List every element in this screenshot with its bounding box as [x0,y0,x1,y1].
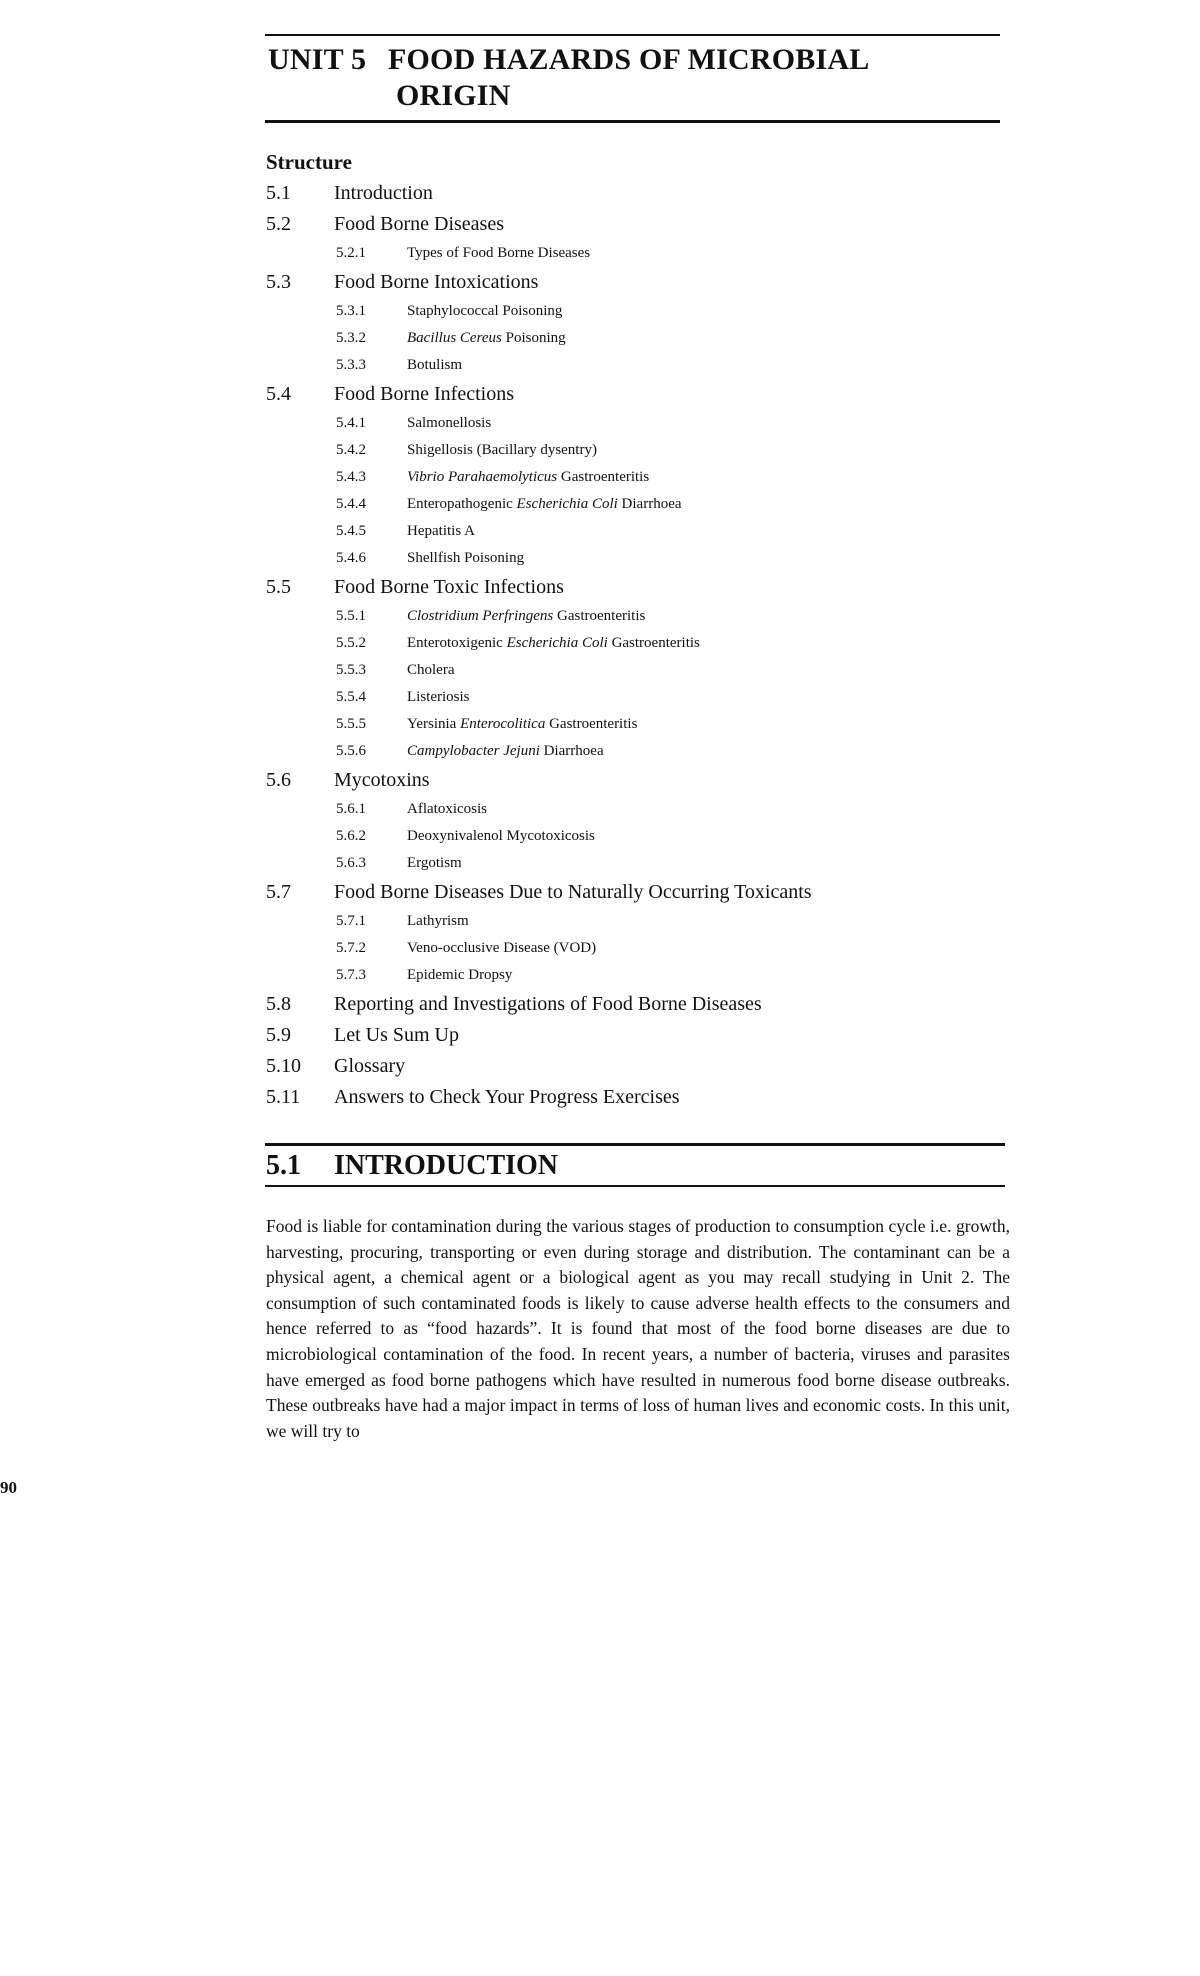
toc-section-item [266,1082,1026,1113]
toc-item-number: 5.3.2 [336,330,366,346]
toc-item-number: 5.7.3 [336,967,366,983]
toc-item-text [407,325,566,352]
toc-subsection-item [266,352,1026,379]
table-of-contents [266,178,1026,1113]
toc-item-number: 5.4.4 [336,496,366,512]
toc-item-number: 5.4.2 [336,442,366,458]
toc-subsection-item [266,298,1026,325]
introduction-paragraph: Food is liable for contamination during the various stages of production to consumption cycle i.e. growth, harvesting, procuring, transporting or even during storage and distribution. The contaminant can be a physical agent, a chemical agent or a biological agent as you may recall studying in Unit 2. The consumption of such contaminated foods is likely to cause adverse health effects to the consumers and hence referred to as “food hazards”. It is found that most of the food borne diseases are due to microbiological contamination of the food. In recent years, a number of bacteria, viruses and parasites have emerged as food borne pathogens which have resulted in numerous food borne disease outbreaks. These outbreaks have had a major impact in terms of loss of human lives and economic costs. In this unit, we will try to [266,1216,1010,1441]
toc-item-number: 5.7.2 [336,940,366,956]
toc-item-text-rest: Gastroenteritis [557,469,650,485]
toc-subsection-item [266,437,1026,464]
toc-subsection-item [266,603,1026,630]
toc-item-number: 5.5.3 [336,662,366,678]
toc-item-text: Food Borne Diseases Due to Naturally Occurring Toxicants [334,881,812,903]
toc-item-text: Answers to Check Your Progress Exercises [334,1086,680,1108]
toc-item-text-italic: Bacillus Cereus [407,330,502,346]
toc-section-item [266,267,1026,298]
toc-item-text: Ergotism [407,855,462,871]
toc-subsection-item [266,935,1026,962]
toc-subsection-item [266,684,1026,711]
toc-item-text [407,464,649,491]
toc-item-text: Salmonellosis [407,415,492,431]
toc-item-text: Shellfish Poisoning [407,550,525,566]
toc-item-text: Cholera [407,662,455,678]
section-title: INTRODUCTION [334,1150,559,1181]
toc-item-text [407,630,700,657]
unit-label: UNIT 5 [268,43,367,76]
toc-item-number: 5.3.3 [336,357,366,373]
toc-section-item [266,1051,1026,1082]
section-bottom-rule [265,1185,1005,1187]
toc-section-item [266,178,1026,209]
toc-item-number: 5.1 [266,182,291,204]
toc-subsection-item [266,823,1026,850]
toc-section-item [266,1020,1026,1051]
toc-item-text-rest: Gastroenteritis [545,716,638,732]
toc-subsection-item [266,545,1026,572]
toc-item-text-prefix: Yersinia [407,716,461,732]
toc-item-number: 5.6.1 [336,801,366,817]
page-number: 90 [0,1478,17,1497]
toc-item-number: 5.7 [266,881,291,903]
toc-item-number: 5.4.3 [336,469,366,485]
toc-item-number: 5.4.6 [336,550,366,566]
toc-item-text: Hepatitis A [407,523,475,539]
toc-item-number: 5.4 [266,383,291,405]
toc-item-number: 5.5.6 [336,743,366,759]
toc-item-text: Deoxynivalenol Mycotoxicosis [407,828,595,844]
toc-item-text-italic: Enterocolitica [460,716,546,732]
toc-item-number: 5.2 [266,213,291,235]
toc-item-text: Lathyrism [407,913,469,929]
toc-item-number: 5.3.1 [336,303,366,319]
toc-item-number: 5.6.3 [336,855,366,871]
toc-item-number: 5.9 [266,1024,291,1046]
toc-subsection-item [266,325,1026,352]
toc-item-number: 5.5 [266,576,291,598]
section-heading [266,1148,558,1184]
toc-item-text-rest: Diarrhoea [617,496,682,512]
toc-section-item [266,765,1026,796]
toc-item-text: Types of Food Borne Diseases [407,245,591,261]
toc-subsection-item [266,796,1026,823]
toc-subsection-item [266,657,1026,684]
toc-item-number: 5.7.1 [336,913,366,929]
toc-item-text: Introduction [334,182,433,204]
toc-item-text [407,711,637,738]
toc-item-number: 5.5.4 [336,689,366,705]
toc-item-number: 5.2.1 [336,245,366,261]
toc-item-number: 5.8 [266,993,291,1015]
toc-item-number: 5.5.1 [336,608,366,624]
toc-item-text [407,491,682,518]
toc-item-text: Epidemic Dropsy [407,967,513,983]
section-top-rule [265,1143,1005,1146]
toc-section-item [266,379,1026,410]
toc-item-number: 5.3 [266,271,291,293]
toc-item-text: Food Borne Diseases [334,213,504,235]
toc-item-number: 5.6.2 [336,828,366,844]
toc-item-number: 5.6 [266,769,291,791]
toc-section-item [266,572,1026,603]
toc-subsection-item [266,518,1026,545]
toc-item-text-rest: Poisoning [501,330,566,346]
toc-subsection-item [266,240,1026,267]
toc-item-text: Staphylococcal Poisoning [407,303,563,319]
toc-item-text: Botulism [407,357,463,373]
toc-item-text-italic: Vibrio Parahaemolyticus [407,469,558,485]
toc-item-text: Food Borne Intoxications [334,271,539,293]
toc-item-number: 5.5.2 [336,635,366,651]
toc-subsection-item [266,962,1026,989]
toc-item-text: Glossary [334,1055,406,1077]
toc-item-text-prefix: Enteropathogenic [407,496,517,512]
toc-subsection-item [266,850,1026,877]
toc-item-text: Reporting and Investigations of Food Borne Diseases [334,993,762,1015]
toc-subsection-item [266,630,1026,657]
toc-item-text-rest: Gastroenteritis [553,608,646,624]
toc-item-text: Veno-occlusive Disease (VOD) [407,940,597,956]
toc-subsection-item [266,464,1026,491]
top-rule [265,34,1000,36]
toc-subsection-item [266,738,1026,765]
toc-subsection-item [266,410,1026,437]
toc-item-text [407,603,645,630]
toc-item-text: Let Us Sum Up [334,1024,459,1046]
toc-item-number: 5.4.5 [336,523,366,539]
toc-item-text: Listeriosis [407,689,470,705]
toc-item-text: Food Borne Toxic Infections [334,576,564,598]
toc-item-text-italic: Escherichia Coli [506,635,608,651]
toc-item-text: Aflatoxicosis [407,801,487,817]
toc-item-text: Shigellosis (Bacillary dysentry) [407,442,597,458]
toc-section-item [266,209,1026,240]
toc-item-text: Food Borne Infections [334,383,514,405]
unit-title-line2: ORIGIN [396,79,511,112]
toc-item-text: Mycotoxins [334,769,430,791]
unit-title-line1: FOOD HAZARDS OF MICROBIAL [388,43,870,76]
toc-subsection-item [266,711,1026,738]
toc-item-text-rest: Diarrhoea [539,743,604,759]
toc-item-text-italic: Clostridium Perfringens [407,608,554,624]
toc-section-item [266,877,1026,908]
unit-title [268,42,869,114]
toc-subsection-item [266,908,1026,935]
toc-item-text-prefix: Enterotoxigenic [407,635,507,651]
toc-subsection-item [266,491,1026,518]
toc-item-text-italic: Campylobacter Jejuni [407,743,540,759]
toc-item-text-italic: Escherichia Coli [516,496,618,512]
title-bottom-rule [265,120,1000,123]
toc-item-text [407,738,604,765]
toc-item-number: 5.11 [266,1086,301,1108]
toc-item-number: 5.5.5 [336,716,366,732]
structure-heading: Structure [266,150,352,174]
toc-section-item [266,989,1026,1020]
toc-item-number: 5.4.1 [336,415,366,431]
section-number: 5.1 [266,1150,301,1181]
toc-item-number: 5.10 [266,1055,301,1077]
toc-item-text-rest: Gastroenteritis [607,635,700,651]
